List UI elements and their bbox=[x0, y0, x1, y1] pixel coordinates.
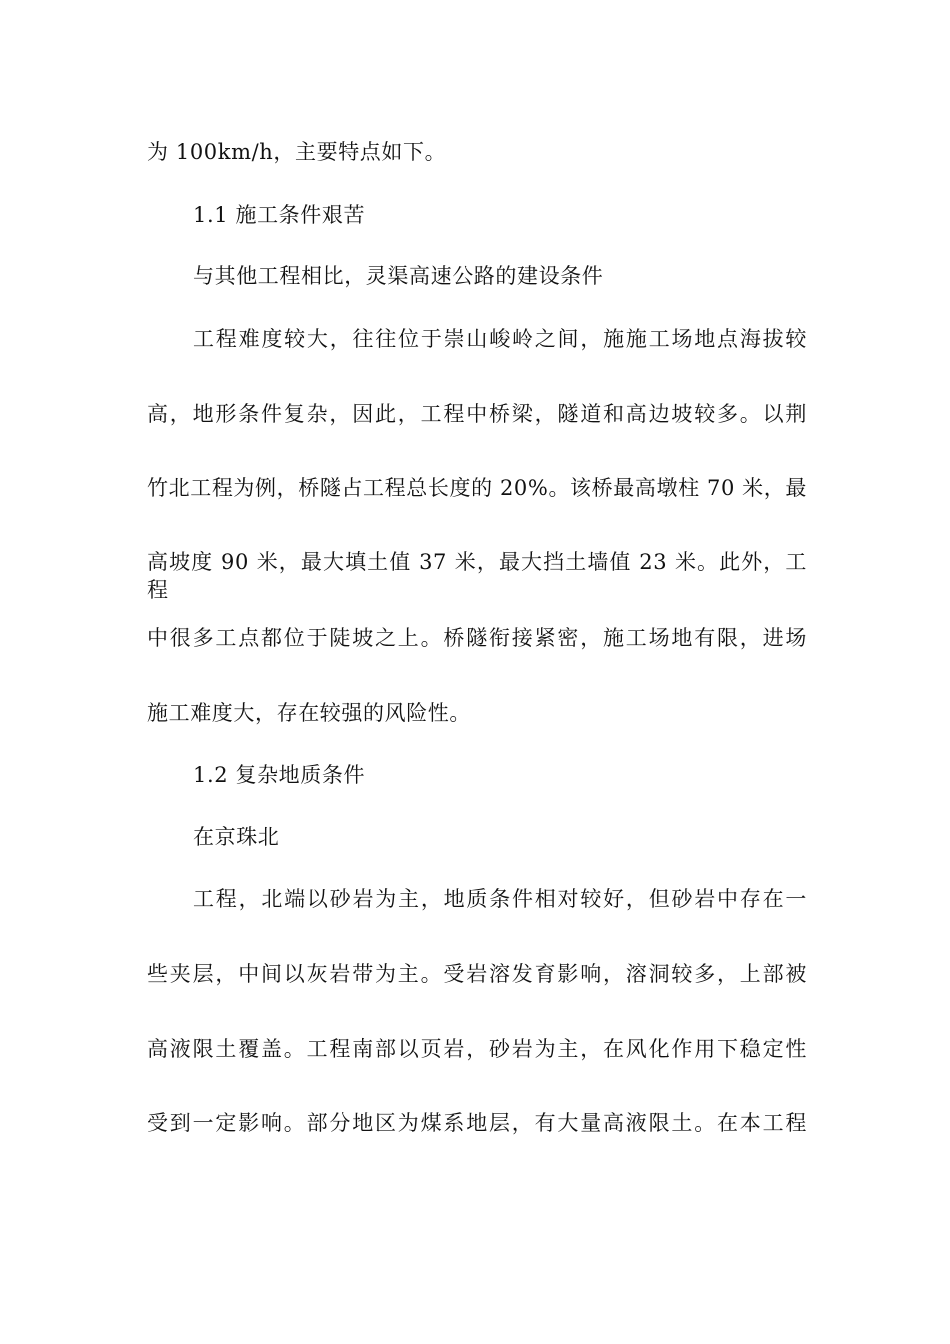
text-line: 与其他工程相比，灵渠高速公路的建设条件 bbox=[193, 264, 604, 288]
text-line: 受到一定影响。部分地区为煤系地层，有大量高液限土。在本工程 bbox=[147, 1111, 807, 1135]
text-line: 些夹层，中间以灰岩带为主。受岩溶发育影响，溶洞较多，上部被 bbox=[147, 962, 807, 986]
text-line: 高液限土覆盖。工程南部以页岩，砂岩为主，在风化作用下稳定性 bbox=[147, 1037, 807, 1061]
text-line: 高，地形条件复杂，因此，工程中桥梁，隧道和高边坡较多。以荆 bbox=[147, 402, 807, 426]
text-line: 施工难度大，存在较强的风险性。 bbox=[147, 701, 471, 725]
section-heading: 1.2 复杂地质条件 bbox=[193, 763, 366, 787]
text-line: 在京珠北 bbox=[193, 825, 280, 849]
text-line: 工程难度较大，往往位于崇山峻岭之间，施施工场地点海拔较 bbox=[193, 327, 807, 351]
text-line: 竹北工程为例，桥隧占工程总长度的 20%。该桥最高墩柱 70 米，最 bbox=[147, 476, 807, 500]
section-heading: 1.1 施工条件艰苦 bbox=[193, 203, 366, 227]
text-line: 工程，北端以砂岩为主，地质条件相对较好，但砂岩中存在一 bbox=[193, 887, 807, 911]
text-line: 中很多工点都位于陡坡之上。桥隧衔接紧密，施工场地有限，进场 bbox=[147, 626, 807, 650]
text-line: 为 100km/h，主要特点如下。 bbox=[147, 140, 447, 164]
text-line: 高坡度 90 米，最大填土值 37 米，最大挡土墙值 23 米。此外，工程 bbox=[147, 550, 807, 602]
